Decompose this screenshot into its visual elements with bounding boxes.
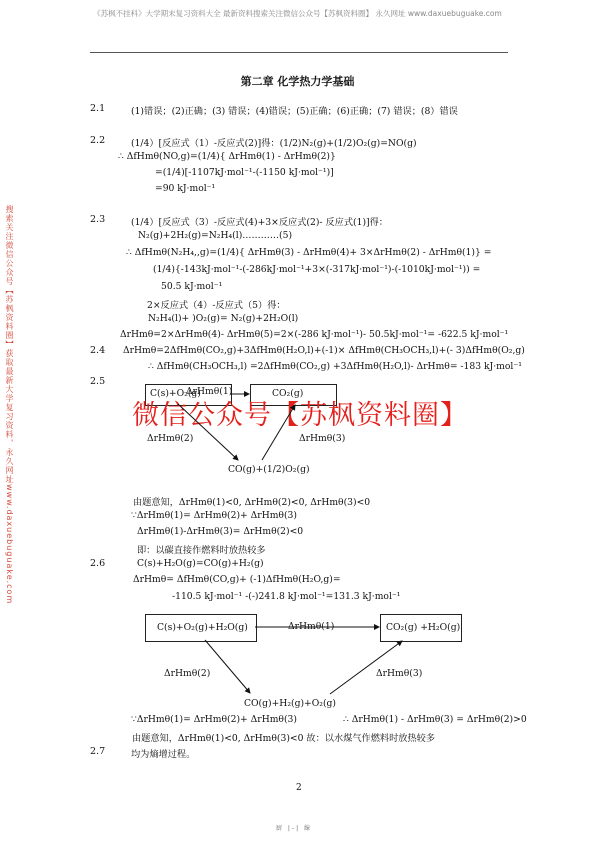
intermediate-label: CO(g)+(1/2)O₂(g) <box>228 464 310 475</box>
text-line: ∴ ΔrHmθ(1) - ΔrHmθ(3) = ΔrHmθ(2)>0 <box>343 714 527 725</box>
section-text: (1)错误；(2)正确；(3) 错误；(4)错误；(5)正确；(6)正确；(7) 错误；(8）错误 <box>131 106 458 117</box>
page-number: 2 <box>296 783 302 793</box>
box-label: C(s)+O₂(g)+H₂O(g) <box>157 622 248 633</box>
section-number: 2.7 <box>90 746 106 757</box>
text-line: ∵ΔrHmθ(1)= ΔrHmθ(2)+ ΔrHmθ(3) <box>131 510 297 521</box>
text-line: ∴ ΔfHmθ(N₂H₄,,g)=(1/4){ ΔrHmθ(3) - ΔrHmθ(4)+ 3×ΔrHmθ(2) - ΔrHmθ(1)} = <box>126 247 492 258</box>
text-line: ΔrHmθ=2×ΔrHmθ(4)- ΔrHmθ(5)=2×(-286 kJ·mol⁻¹)- 50.5kJ·mol⁻¹= -622.5 kJ·mol⁻¹ <box>120 329 509 340</box>
text-line: N₂H₄(l)+ )O₂(g)= N₂(g)+2H₂O(l) <box>148 313 299 324</box>
text-line: (1/4){-143kJ·mol⁻¹-(-286kJ·mol⁻¹+3×(-317kJ·mol⁻¹)-(-1010kJ·mol⁻¹)) = <box>153 264 481 275</box>
text-line: 由题意知，ΔrHmθ(1)<0, ΔrHmθ(2)<0, ΔrHmθ(3)<0 <box>133 497 371 508</box>
text-line: (1/4）[反应式（1）-反应式(2)]得：(1/2)N₂(g)+(1/2)O₂(g)=NO(g) <box>131 138 417 149</box>
text-line: 即：以碳直接作燃料时放热较多 <box>137 545 266 556</box>
section-text: 均为熵增过程。 <box>131 749 196 760</box>
text-line: C(s)+H₂O(g)=CO(g)+H₂(g) <box>137 558 264 569</box>
text-line: 由题意知，ΔrHmθ(1)<0, ΔrHmθ(3)<0 故：以水煤气作燃料时放热较多 <box>132 733 436 744</box>
arrow-label: ΔrHmθ(2) <box>164 668 211 679</box>
chapter-title: 第二章 化学热力学基础 <box>240 75 355 88</box>
text-line: -110.5 kJ·mol⁻¹ -(-)241.8 kJ·mol⁻¹=131.3 kJ·mol⁻¹ <box>172 591 401 602</box>
section-number: 2.3 <box>90 214 106 225</box>
text-line: ∴ ΔfHmθ(NO,g)=(1/4){ ΔrHmθ(1) - ΔrHmθ(2)} <box>118 151 336 162</box>
text-line: ∵ΔrHmθ(1)= ΔrHmθ(2)+ ΔrHmθ(3) <box>131 714 297 725</box>
arrow-left <box>205 640 250 693</box>
arrow-label: ΔrHmθ(3) <box>376 668 423 679</box>
page-header: 《苏枫不挂科》大学期末复习资料大全 最新资料搜索关注微信公众号【苏枫资料圈】 永久网址 www.daxuebuguake.com <box>93 9 502 18</box>
text-line: ΔrHmθ= ΔfHmθ(CO,g)+ (-1)ΔfHmθ(H₂O,g)= <box>133 574 341 585</box>
section-number: 2.6 <box>90 558 106 569</box>
arrow-left <box>178 404 238 460</box>
box-label: CO₂(g) <box>272 388 304 399</box>
arrow-right <box>262 405 295 460</box>
text-line: ∴ ΔfHmθ(CH₃OCH₃,l) =2ΔfHmθ(CO₂,g) +3ΔfHmθ(H₂O,l)- ΔrHmθ= -183 kJ·mol⁻¹ <box>148 361 522 372</box>
intermediate-label: CO(g)+H₂(g)+O₂(g) <box>244 698 337 709</box>
arrow-label: ΔrHmθ(2) <box>147 433 194 444</box>
section-number: 2.4 <box>90 345 106 356</box>
arrow-label: ΔrHmθ(3) <box>299 433 346 444</box>
watermark: 微信公众号【苏枫资料圈】 <box>132 400 468 431</box>
box-label: C(s)+O₂(g) <box>150 388 201 399</box>
section-number: 2.1 <box>90 103 106 114</box>
arrow-label: ΔrHmθ(1) <box>186 386 233 397</box>
section-number: 2.5 <box>90 376 106 387</box>
section-number: 2.2 <box>90 135 106 146</box>
text-line: ΔrHmθ=2ΔfHmθ(CO₂,g)+3ΔfHmθ(H₂O,l)+(-1)× ΔfHmθ(CH₃OCH₃,l)+(- 3)ΔfHmθ(O₂,g) <box>123 345 525 356</box>
side-watermark: 搜索关注微信公众号【苏枫资料圈】获取最新大学复习资料，永久网址www.daxuebuguake.com <box>5 205 14 605</box>
box-label: CO₂(g) +H₂O(g) <box>386 622 461 633</box>
text-line: 50.5 kJ·mol⁻¹ <box>161 281 223 292</box>
text-line: N₂(g)+2H₂(g)=N₂H₄(l)…………(5) <box>138 230 293 241</box>
page-footer: 厨 |-| 線 <box>276 825 313 832</box>
text-line: (1/4）[反应式（3）-反应式(4)+3×反应式(2)- 反应式(1)]得： <box>131 217 388 228</box>
text-line: ΔrHmθ(1)-ΔrHmθ(3)= ΔrHmθ(2)<0 <box>137 526 304 537</box>
arrow-label: ΔrHmθ(1) <box>288 621 335 632</box>
arrow-right <box>330 641 402 694</box>
text-line: =(1/4)[-1107kJ·mol⁻¹-(-1150 kJ·mol⁻¹)] <box>155 167 334 178</box>
text-line: =90 kJ·mol⁻¹ <box>155 183 216 194</box>
text-line: 2×反应式（4）-反应式（5）得： <box>147 300 286 311</box>
